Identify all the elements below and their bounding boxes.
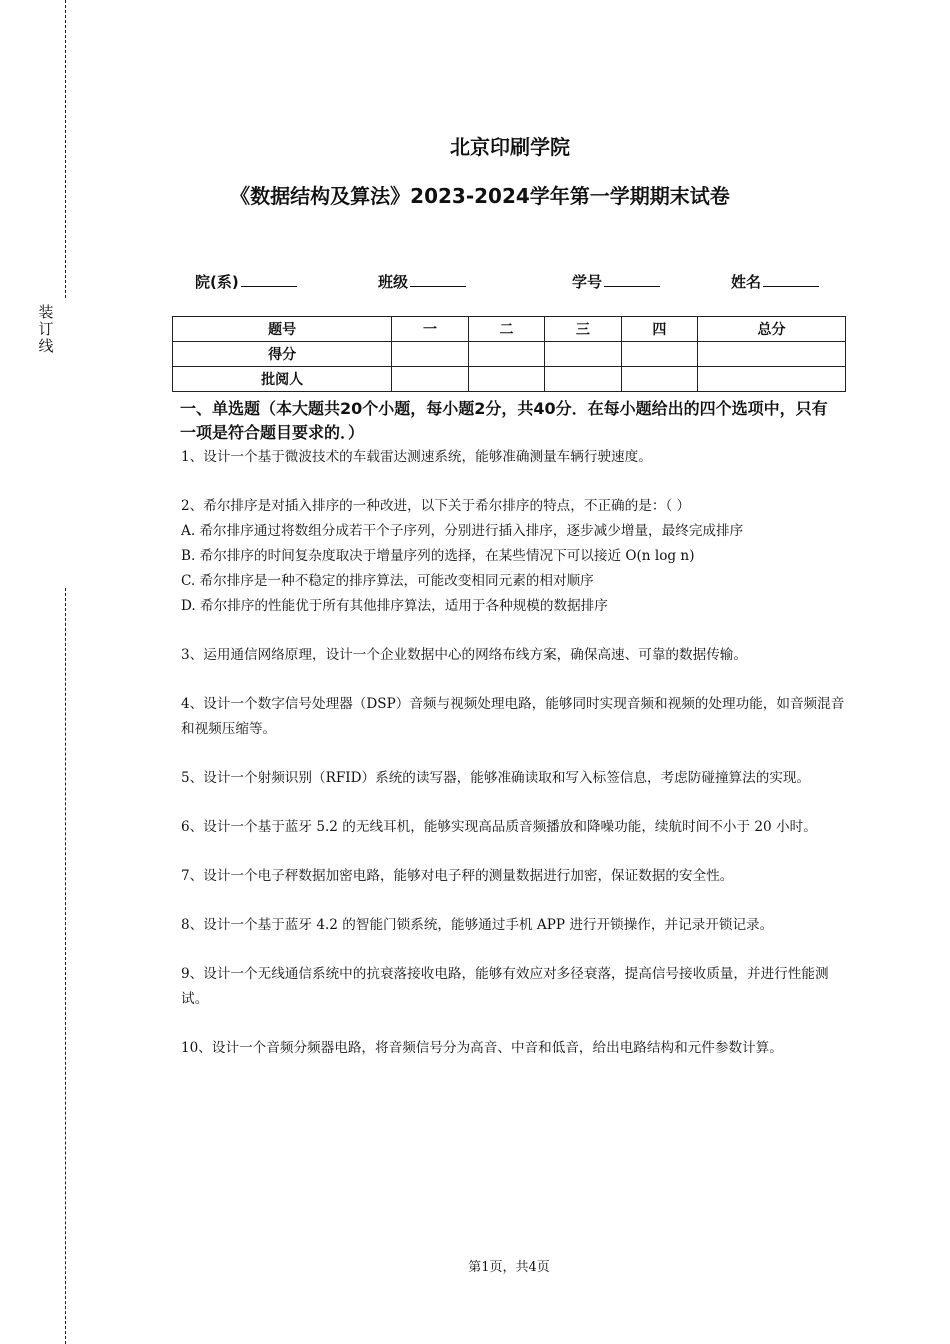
student-id-label: 学号 [572,273,603,291]
question-8 [181,913,851,938]
score-cell[interactable] [392,342,468,367]
question-9 [181,962,851,1012]
question-5 [181,766,851,791]
header-cell-section-4: 四 [621,317,697,342]
score-cell[interactable] [698,342,846,367]
binding-line-bottom [65,588,66,1344]
grader-cell[interactable] [392,367,468,392]
question-1 [181,445,851,470]
department-label: 院(系) [195,273,239,291]
binding-label: 装订线 [38,303,54,355]
question-text: 4、设计一个数字信号处理器（DSP）音频与视频处理电路，能够同时实现音频和视频的处理功能，如音频混音和视频压缩等。 [181,696,845,737]
student-id-field [572,271,660,292]
question-text: 7、设计一个电子秤数据加密电路，能够对电子秤的测量数据进行加密，保证数据的安全性。 [181,868,734,884]
department-blank[interactable] [241,271,297,287]
question-text: 3、运用通信网络原理，设计一个企业数据中心的网络布线方案，确保高速、可靠的数据传输。 [181,647,747,663]
grader-cell[interactable] [698,367,846,392]
question-10 [181,1036,851,1061]
section-1-heading: 一、单选题（本大题共20个小题，每小题2分，共40分．在每小题给出的四个选项中，只有一项是符合题目要求的．） [180,399,828,442]
grader-cell[interactable] [621,367,697,392]
question-text: 9、设计一个无线通信系统中的抗衰落接收电路，能够有效应对多径衰落，提高信号接收质量，并进行性能测试。 [181,966,829,1007]
option-d: D. 希尔排序的性能优于所有其他排序算法，适用于各种规模的数据排序 [181,598,608,614]
question-text: 1、设计一个基于微波技术的车载雷达测速系统，能够准确测量车辆行驶速度。 [181,449,652,465]
score-cell[interactable] [621,342,697,367]
question-text: 8、设计一个基于蓝牙 4.2 的智能门锁系统，能够通过手机 APP 进行开锁操作，并记录开锁记录。 [181,917,774,933]
option-c: C. 希尔排序是一种不稳定的排序算法，可能改变相同元素的相对顺序 [181,573,594,589]
question-list [181,445,851,1085]
class-blank[interactable] [410,271,466,287]
grader-row-label: 批阅人 [173,367,392,392]
department-field [195,271,297,292]
question-6 [181,815,851,840]
question-7 [181,864,851,889]
score-cell[interactable] [468,342,544,367]
name-field [731,271,819,292]
header-cell-section-2: 二 [468,317,544,342]
grader-row [173,367,846,392]
score-row-label: 得分 [173,342,392,367]
score-table [172,316,846,392]
score-row [173,342,846,367]
option-b: B. 希尔排序的时间复杂度取决于增量序列的选择，在某些情况下可以接近 O(n log n) [181,548,695,564]
question-text: 5、设计一个射频识别（RFID）系统的读写器，能够准确读取和写入标签信息，考虑防碰撞算法的实现。 [181,770,811,786]
grader-cell[interactable] [468,367,544,392]
exam-title: 《数据结构及算法》2023-2024学年第一学期期末试卷 [230,184,730,208]
class-label: 班级 [378,273,409,291]
header-cell-total: 总分 [698,317,846,342]
score-table-header-row [173,317,846,342]
question-text: 10、设计一个音频分频器电路，将音频信号分为高音、中音和低音，给出电路结构和元件参数计算。 [181,1040,783,1056]
score-cell[interactable] [545,342,621,367]
question-3 [181,643,851,668]
question-4 [181,692,851,742]
question-text: 2、希尔排序是对插入排序的一种改进，以下关于希尔排序的特点，不正确的是：（ ） [181,498,691,514]
student-id-blank[interactable] [604,271,660,287]
header-cell-section-1: 一 [392,317,468,342]
header-cell-question-no: 题号 [173,317,392,342]
page-number: 第1页，共4页 [468,1260,550,1275]
question-2 [181,494,851,619]
name-label: 姓名 [731,273,762,291]
header-cell-section-3: 三 [545,317,621,342]
question-text: 6、设计一个基于蓝牙 5.2 的无线耳机，能够实现高品质音频播放和降噪功能，续航时间不小于 20 小时。 [181,819,817,835]
option-a: A. 希尔排序通过将数组分成若干个子序列，分别进行插入排序，逐步减少增量，最终完成排序 [181,523,744,539]
school-name: 北京印刷学院 [450,135,570,159]
grader-cell[interactable] [545,367,621,392]
class-field [378,271,466,292]
name-blank[interactable] [763,271,819,287]
